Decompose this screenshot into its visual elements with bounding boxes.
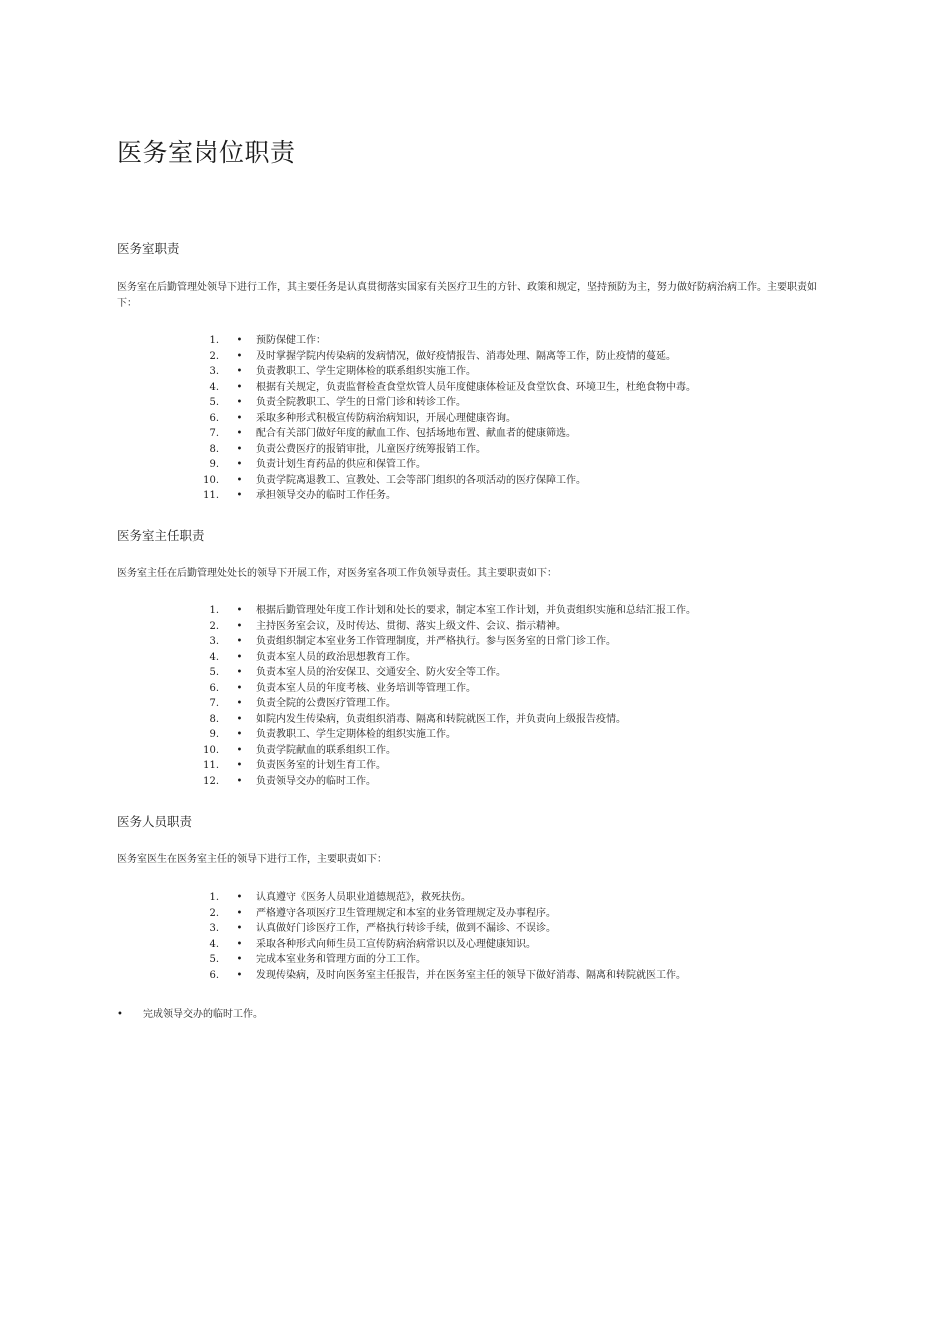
bullet-marker: • bbox=[236, 775, 243, 787]
section-heading-director: 医务室主任职责 bbox=[117, 528, 205, 543]
list-item bbox=[198, 488, 696, 504]
list-item-text: 负责计划生育药品的供应和保管工作。 bbox=[256, 459, 426, 470]
list-item-text: 认真遵守《医务人员职业道德规范》，救死扶伤。 bbox=[256, 892, 471, 903]
list-item-text: 承担领导交办的临时工作任务。 bbox=[256, 490, 396, 501]
list-item-number: 5. bbox=[209, 954, 219, 965]
list-item-text: 负责全院的公费医疗管理工作。 bbox=[256, 698, 396, 709]
list-item-number: 3. bbox=[209, 366, 219, 377]
bullet-marker: • bbox=[236, 443, 243, 455]
list-item-text: 负责医务室的计划生育工作。 bbox=[256, 760, 386, 771]
list-item-number: 7. bbox=[209, 428, 219, 439]
list-item-number: 4. bbox=[209, 381, 219, 393]
list-item-number: 1. bbox=[209, 892, 219, 903]
bullet-marker: • bbox=[236, 698, 243, 709]
bullet-marker: • bbox=[236, 474, 243, 486]
list-item bbox=[198, 952, 686, 968]
trailing-item-text: 完成领导交办的临时工作。 bbox=[143, 1009, 263, 1020]
list-item-number: 9. bbox=[209, 729, 219, 740]
list-item bbox=[198, 380, 696, 396]
bullet-marker: • bbox=[236, 729, 243, 740]
list-item bbox=[198, 619, 696, 635]
list-item bbox=[198, 758, 696, 774]
list-item-number: 2. bbox=[209, 350, 219, 362]
list-item-text: 负责本室人员的治安保卫、交通安全、防火安全等工作。 bbox=[256, 667, 506, 678]
list-item-text: 负责本室人员的政治思想教育工作。 bbox=[256, 651, 416, 663]
bullet-marker: • bbox=[236, 490, 243, 501]
list-item bbox=[198, 457, 696, 473]
list-item-number: 12. bbox=[203, 775, 219, 787]
bullet-marker: • bbox=[236, 397, 243, 408]
list-item bbox=[198, 937, 686, 953]
list-item bbox=[198, 364, 696, 380]
list-item bbox=[198, 665, 696, 681]
bullet-marker: • bbox=[236, 428, 243, 439]
section-intro-clinic: 医务室在后勤管理处领导下进行工作，其主要任务是认真贯彻落实国家有关医疗卫生的方针、政策和规定，坚持预防为主，努力做好防病治病工作。主要职责如下： bbox=[117, 282, 817, 309]
list-item bbox=[198, 603, 696, 619]
list-item-number: 3. bbox=[209, 636, 219, 647]
list-item-text: 配合有关部门做好年度的献血工作、包括场地布置、献血者的健康筛选。 bbox=[256, 428, 576, 439]
list-item-number: 1. bbox=[209, 335, 219, 346]
bullet-marker: • bbox=[236, 350, 243, 362]
list-item-number: 6. bbox=[209, 412, 219, 424]
list-item-text: 负责公费医疗的报销审批，儿童医疗统筹报销工作。 bbox=[256, 443, 486, 455]
bullet-marker: • bbox=[236, 366, 243, 377]
list-item bbox=[198, 650, 696, 666]
list-item-number: 7. bbox=[209, 698, 219, 709]
list-item-number: 5. bbox=[209, 667, 219, 678]
list-item-number: 10. bbox=[203, 474, 219, 486]
list-item bbox=[198, 774, 696, 790]
list-item-text: 负责教职工、学生定期体检的组织实施工作。 bbox=[256, 729, 456, 740]
list-item-text: 如院内发生传染病，负责组织消毒、隔离和转院就医工作，并负责向上级报告疫情。 bbox=[256, 713, 626, 725]
list-item-number: 6. bbox=[209, 969, 219, 981]
list-item bbox=[198, 743, 696, 759]
bullet-marker: • bbox=[236, 381, 243, 393]
list-item bbox=[198, 727, 696, 743]
bullet-marker: • bbox=[236, 620, 243, 632]
list-item-number: 4. bbox=[209, 651, 219, 663]
section-heading-clinic: 医务室职责 bbox=[117, 241, 180, 256]
list-item-text: 及时掌握学院内传染病的发病情况，做好疫情报告、消毒处理、隔离等工作，防止疫情的蔓延。 bbox=[256, 350, 676, 362]
list-item-number: 11. bbox=[203, 490, 219, 501]
duty-list-director bbox=[198, 603, 696, 789]
list-item-text: 根据有关规定，负责监督检查食堂炊管人员年度健康体检证及食堂饮食、环境卫生，杜绝食物中毒。 bbox=[256, 381, 696, 393]
bullet-marker: • bbox=[236, 651, 243, 663]
list-item bbox=[198, 349, 696, 365]
section-heading-staff: 医务人员职责 bbox=[117, 814, 193, 829]
bullet-marker: • bbox=[236, 760, 243, 771]
bullet-marker: • bbox=[236, 938, 243, 950]
section-intro-director: 医务室主任在后勤管理处处长的领导下开展工作，对医务室各项工作负领导责任。其主要职责如下： bbox=[117, 568, 557, 579]
list-item bbox=[198, 681, 696, 697]
list-item-text: 负责学院离退教工、宣教处、工会等部门组织的各项活动的医疗保障工作。 bbox=[256, 474, 586, 486]
list-item-text: 发现传染病，及时向医务室主任报告，并在医务室主任的领导下做好消毒、隔离和转院就医工作。 bbox=[256, 969, 686, 981]
list-item-number: 1. bbox=[209, 605, 219, 616]
list-item-number: 8. bbox=[209, 443, 219, 455]
list-item-number: 8. bbox=[209, 713, 219, 725]
list-item bbox=[198, 906, 686, 922]
bullet-marker: • bbox=[236, 954, 243, 965]
list-item-text: 严格遵守各项医疗卫生管理规定和本室的业务管理规定及办事程序。 bbox=[256, 907, 556, 919]
list-item bbox=[198, 333, 696, 349]
bullet-marker: • bbox=[236, 667, 243, 678]
trailing-list-item bbox=[117, 1007, 263, 1023]
bullet-marker: • bbox=[236, 605, 243, 616]
section-intro-staff: 医务室医生在医务室主任的领导下进行工作，主要职责如下： bbox=[117, 854, 387, 865]
list-item bbox=[198, 473, 696, 489]
list-item bbox=[198, 921, 686, 937]
list-item-number: 2. bbox=[209, 907, 219, 919]
bullet-marker: • bbox=[236, 969, 243, 981]
list-item-text: 采取多种形式积极宣传防病治病知识，开展心理健康咨询。 bbox=[256, 412, 516, 424]
list-item bbox=[198, 634, 696, 650]
list-item-text: 认真做好门诊医疗工作，严格执行转诊手续，做到不漏诊、不误诊。 bbox=[256, 923, 556, 934]
list-item-number: 5. bbox=[209, 397, 219, 408]
list-item-text: 负责组织制定本室业务工作管理制度，并严格执行。参与医务室的日常门诊工作。 bbox=[256, 636, 616, 647]
list-item bbox=[198, 442, 696, 458]
list-item bbox=[198, 968, 686, 984]
bullet-marker: • bbox=[236, 907, 243, 919]
bullet-marker: • bbox=[236, 713, 243, 725]
duty-list-clinic bbox=[198, 333, 696, 504]
list-item-text: 负责教职工、学生定期体检的联系组织实施工作。 bbox=[256, 366, 476, 377]
list-item-text: 根据后勤管理处年度工作计划和处长的要求，制定本室工作计划，并负责组织实施和总结汇报工作。 bbox=[256, 605, 696, 616]
list-item-text: 采取各种形式向师生员工宣传防病治病常识以及心理健康知识。 bbox=[256, 938, 536, 950]
list-item-number: 3. bbox=[209, 923, 219, 934]
list-item-number: 2. bbox=[209, 620, 219, 632]
list-item-text: 主持医务室会议，及时传达、贯彻、落实上级文件、会议、指示精神。 bbox=[256, 620, 566, 632]
list-item-text: 预防保健工作： bbox=[256, 335, 326, 346]
bullet-marker: • bbox=[236, 636, 243, 647]
list-item-text: 负责领导交办的临时工作。 bbox=[256, 775, 376, 787]
list-item-number: 9. bbox=[209, 459, 219, 470]
bullet-marker: • bbox=[236, 335, 243, 346]
bullet-marker: • bbox=[236, 923, 243, 934]
list-item bbox=[198, 890, 686, 906]
bullet-marker: • bbox=[117, 1009, 123, 1020]
list-item-number: 11. bbox=[203, 760, 219, 771]
bullet-marker: • bbox=[236, 682, 243, 694]
list-item-text: 负责学院献血的联系组织工作。 bbox=[256, 744, 396, 756]
list-item-text: 完成本室业务和管理方面的分工工作。 bbox=[256, 954, 426, 965]
bullet-marker: • bbox=[236, 892, 243, 903]
list-item-text: 负责全院教职工、学生的日常门诊和转诊工作。 bbox=[256, 397, 466, 408]
document-title: 医务室岗位职责 bbox=[117, 138, 296, 167]
bullet-marker: • bbox=[236, 459, 243, 470]
list-item bbox=[198, 696, 696, 712]
bullet-marker: • bbox=[236, 744, 243, 756]
list-item-number: 6. bbox=[209, 682, 219, 694]
bullet-marker: • bbox=[236, 412, 243, 424]
list-item bbox=[198, 712, 696, 728]
list-item bbox=[198, 411, 696, 427]
duty-list-staff bbox=[198, 890, 686, 983]
list-item-number: 10. bbox=[203, 744, 219, 756]
list-item-number: 4. bbox=[209, 938, 219, 950]
list-item bbox=[198, 395, 696, 411]
list-item-text: 负责本室人员的年度考核、业务培训等管理工作。 bbox=[256, 682, 476, 694]
list-item bbox=[198, 426, 696, 442]
